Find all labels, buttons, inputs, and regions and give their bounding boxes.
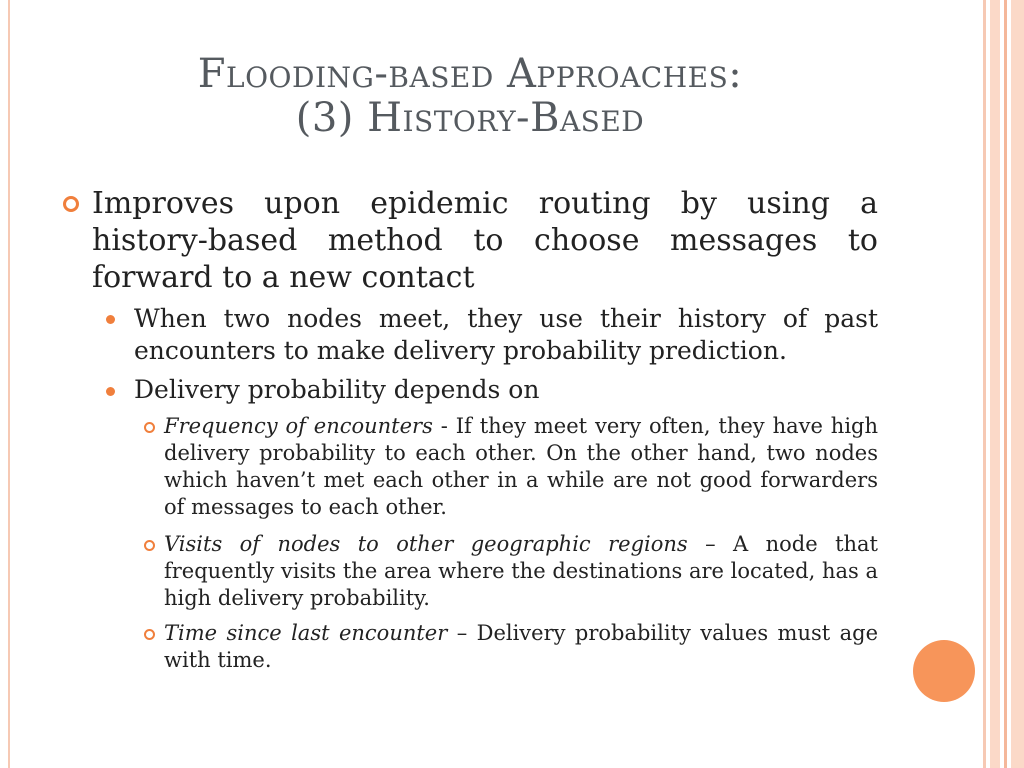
sub-item-2-italic: Visits of nodes to other geographic regions [164,532,688,556]
small-ring-bullet-icon [144,629,155,640]
slide-title [100,52,840,140]
decorative-stripe [1011,0,1024,768]
sub-bullet-2: Delivery probability depends on [134,375,540,404]
dot-bullet-icon [106,315,115,324]
main-bullet: Improves upon epidemic routing by using a history-based method to choose messages to forward to a new contact [92,186,878,295]
decorative-stripe [990,0,1000,768]
sub-item-1 [164,413,878,521]
small-ring-bullet-icon [144,422,155,433]
decorative-stripe [983,0,986,768]
left-border-line [8,0,10,768]
sub-item-2-text: – A node that frequently visits the area where the destinations are located, has a high delivery probability. [164,532,878,610]
sub-item-3-text: – Delivery probability values must age with time. [164,621,878,672]
small-ring-bullet-icon [144,540,155,551]
title-line-2: (3) History-Based [295,95,645,141]
sub-item-3 [164,620,878,674]
dot-bullet-icon [106,387,115,396]
title-line-1: Flooding-based Approaches: [197,51,743,97]
ring-bullet-icon [63,196,79,212]
sub-item-1-italic: Frequency of encounters [164,414,433,438]
sub-item-1-text: - If they meet very often, they have high delivery probability to each other. On the other hand, two nodes which haven’t met each other in a while are not good forwarders of messages to each other. [164,414,878,519]
decorative-circle [913,640,975,702]
sub-item-2 [164,531,878,612]
decorative-stripe [1004,0,1007,768]
sub-item-3-italic: Time since last encounter [164,621,448,645]
sub-bullet-1: When two nodes meet, they use their history of past encounters to make delivery probability prediction. [134,304,878,365]
